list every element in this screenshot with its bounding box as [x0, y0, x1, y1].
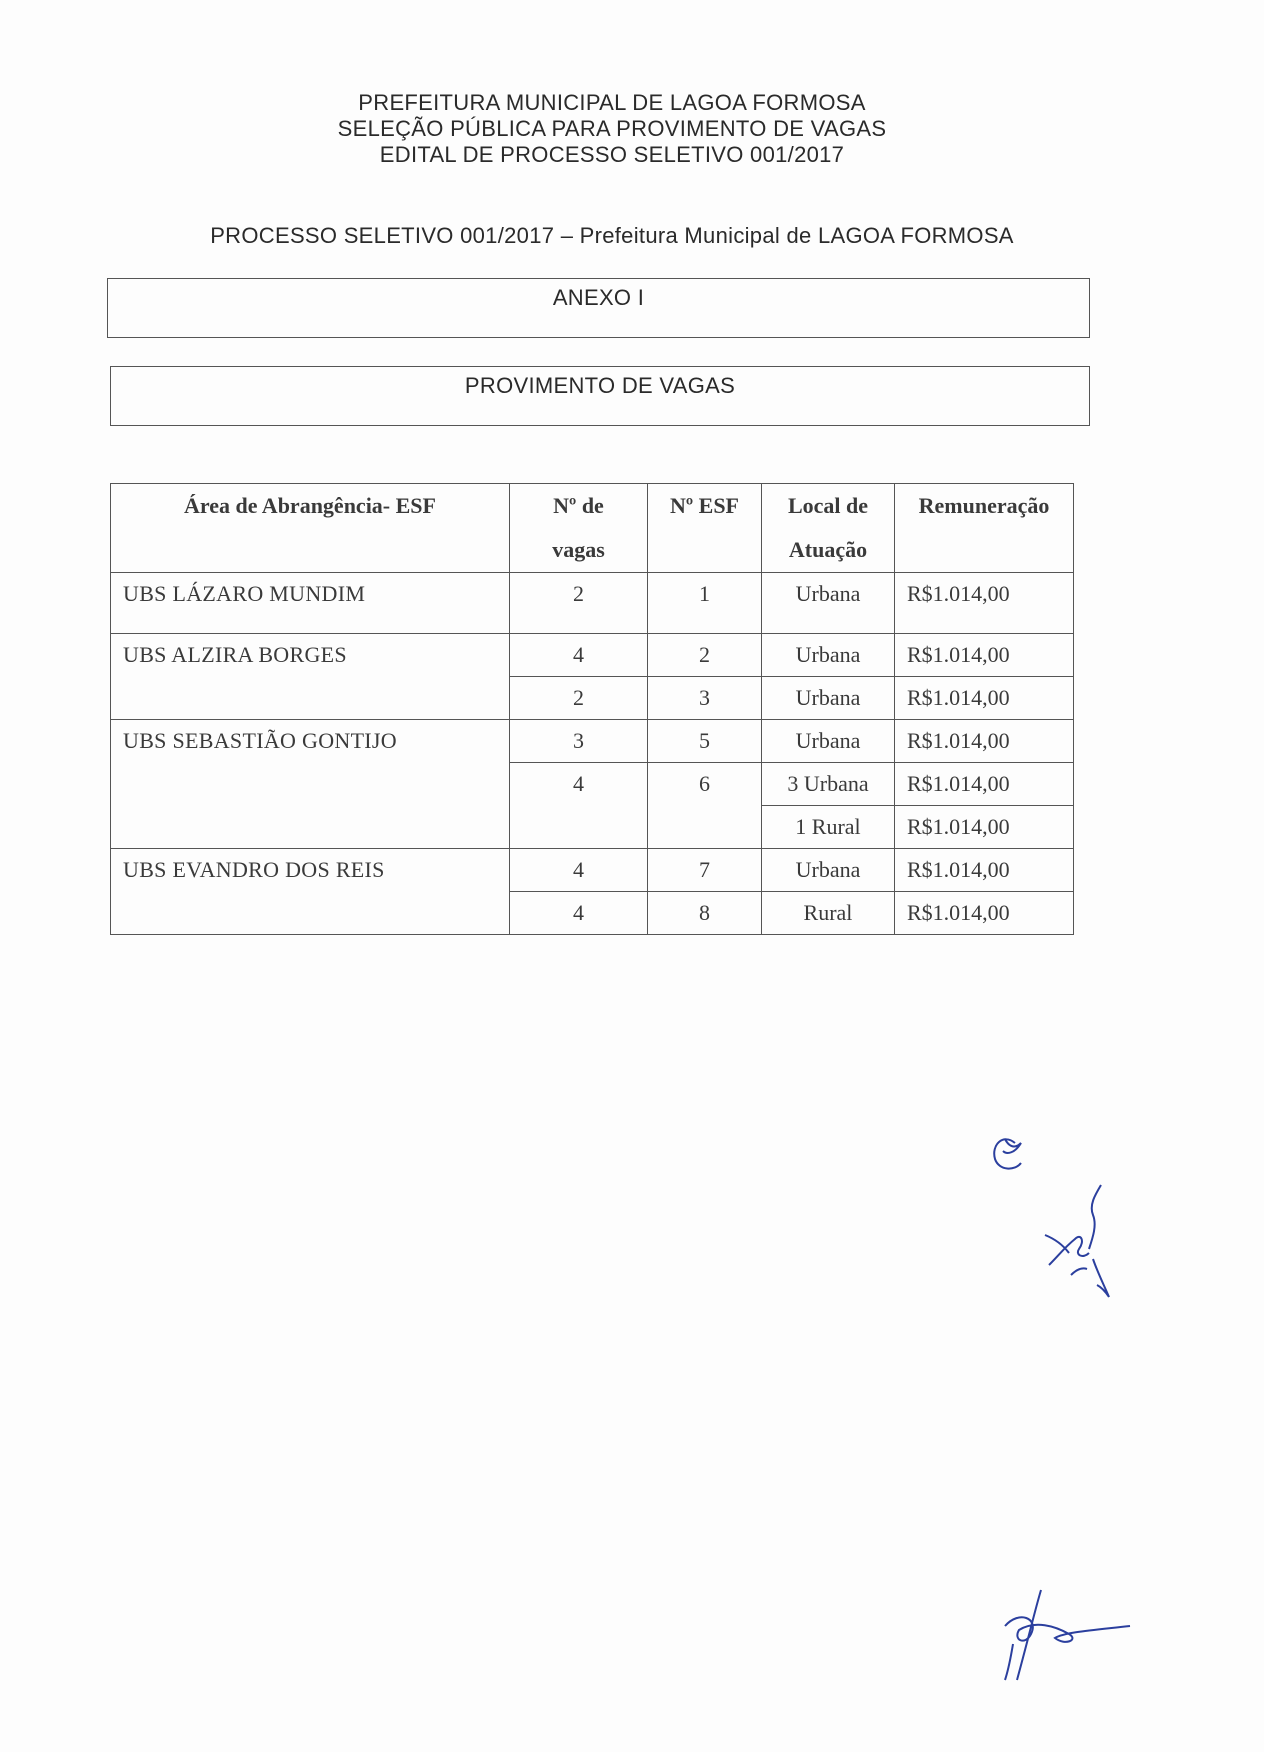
handwritten-initial-mark: [985, 1125, 1035, 1185]
cell-remuneracao: R$1.014,00: [895, 634, 1074, 677]
cell-esf: 8: [648, 892, 762, 935]
header-vagas-line2: vagas: [552, 537, 605, 562]
cell-vagas: 4: [510, 763, 648, 849]
cell-local: 1 Rural: [762, 806, 895, 849]
cell-local: Urbana: [762, 573, 895, 634]
table-row: [111, 720, 1074, 763]
cell-local: Urbana: [762, 720, 895, 763]
cell-remuneracao: R$1.014,00: [895, 806, 1074, 849]
cell-area: UBS SEBASTIÃO GONTIJO: [111, 720, 510, 849]
cell-area: UBS EVANDRO DOS REIS: [111, 849, 510, 935]
cell-vagas: 2: [510, 573, 648, 634]
section-title: PROVIMENTO DE VAGAS: [464, 373, 736, 398]
process-subtitle: PROCESSO SELETIVO 001/2017 – Prefeitura Municipal de LAGOA FORMOSA: [210, 223, 1014, 248]
cell-esf: 3: [648, 677, 762, 720]
header-line-3: EDITAL DE PROCESSO SELETIVO 001/2017: [379, 142, 845, 167]
header-local-line1: Local de: [787, 493, 869, 518]
cell-local: 3 Urbana: [762, 763, 895, 806]
cell-vagas: 2: [510, 677, 648, 720]
annex-title-box: [107, 278, 1090, 338]
cell-remuneracao: R$1.014,00: [895, 677, 1074, 720]
cell-remuneracao: R$1.014,00: [895, 720, 1074, 763]
cell-remuneracao: R$1.014,00: [895, 573, 1074, 634]
cell-vagas: 4: [510, 892, 648, 935]
vacancies-table: [110, 483, 1074, 935]
header-vagas-line1: Nº de: [553, 493, 604, 518]
handwritten-initials-signature: [1035, 1175, 1125, 1315]
cell-area: UBS LÁZARO MUNDIM: [111, 573, 510, 634]
cell-remuneracao: R$1.014,00: [895, 849, 1074, 892]
cell-area: UBS ALZIRA BORGES: [111, 634, 510, 720]
table-header-row: [111, 484, 1074, 573]
cell-esf: 2: [648, 634, 762, 677]
table-row: [111, 849, 1074, 892]
cell-esf: 6: [648, 763, 762, 849]
header-area: Área de Abrangência- ESF: [111, 484, 510, 573]
header-esf: Nº ESF: [648, 484, 762, 573]
header-line-2: SELEÇÃO PÚBLICA PARA PROVIMENTO DE VAGAS: [337, 116, 887, 141]
cell-remuneracao: R$1.014,00: [895, 892, 1074, 935]
cell-esf: 5: [648, 720, 762, 763]
document-header: [0, 90, 1224, 168]
annex-title: ANEXO I: [552, 285, 645, 310]
cell-remuneracao: R$1.014,00: [895, 763, 1074, 806]
header-vagas: [510, 484, 648, 573]
cell-local: Urbana: [762, 849, 895, 892]
cell-vagas: 4: [510, 849, 648, 892]
header-local: [762, 484, 895, 573]
cell-local: Urbana: [762, 634, 895, 677]
cell-local: Rural: [762, 892, 895, 935]
cell-esf: 7: [648, 849, 762, 892]
header-local-line2: Atuação: [788, 537, 868, 562]
handwritten-signature: [995, 1580, 1135, 1700]
cell-esf: 1: [648, 573, 762, 634]
header-remuneracao: Remuneração: [895, 484, 1074, 573]
section-title-box: [110, 366, 1090, 426]
header-line-1: PREFEITURA MUNICIPAL DE LAGOA FORMOSA: [358, 90, 866, 115]
cell-local: Urbana: [762, 677, 895, 720]
table-row: [111, 573, 1074, 634]
table-row: [111, 634, 1074, 677]
cell-vagas: 3: [510, 720, 648, 763]
cell-vagas: 4: [510, 634, 648, 677]
